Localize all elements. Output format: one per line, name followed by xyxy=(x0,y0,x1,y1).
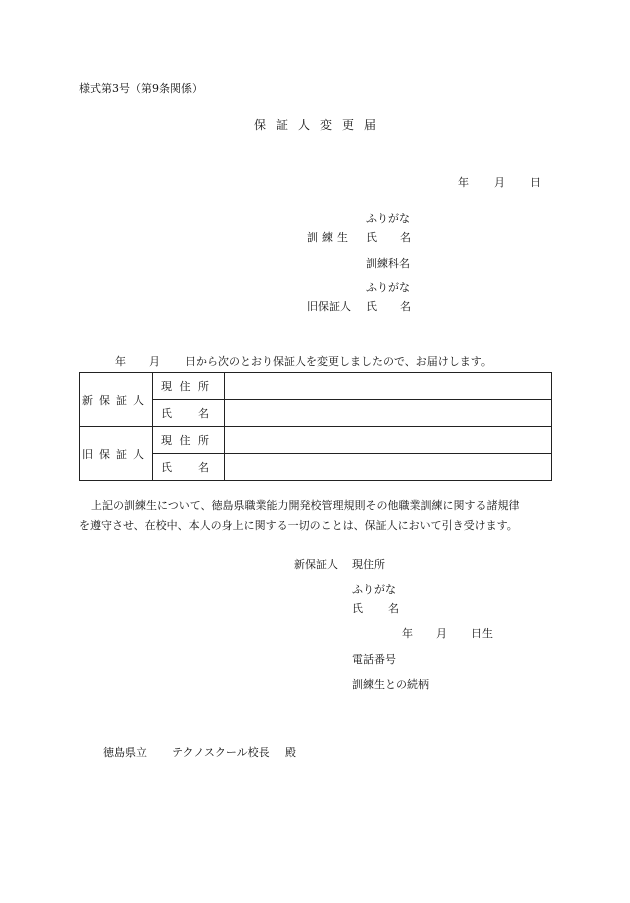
label-char: 現 xyxy=(161,434,172,447)
addressee-prefix: 徳島県立 xyxy=(103,746,147,759)
trainee-name-label-1: 氏 xyxy=(366,231,377,244)
change-month-label: 月 xyxy=(149,355,160,368)
old-guarantor-furigana-label: ふりがな xyxy=(366,281,410,294)
document-title: 保証人変更届 xyxy=(253,118,386,132)
old-guarantor-group-label: 旧保証人 xyxy=(80,427,153,481)
trainee-label: 訓練生 xyxy=(307,231,352,244)
addressee-school: テクノスクール校長 xyxy=(172,746,270,759)
birth-day-label: 日生 xyxy=(471,627,493,640)
phone-label: 電話番号 xyxy=(352,653,396,666)
date-year-label: 年 xyxy=(458,176,469,189)
row-label-name xyxy=(153,400,225,427)
label-char: 現 xyxy=(161,380,172,393)
addressee-honorific: 殿 xyxy=(285,746,296,759)
change-sentence-text: 日から次のとおり保証人を変更しましたので、お届けします。 xyxy=(185,355,492,368)
table-row xyxy=(80,427,552,454)
date-month-label: 月 xyxy=(494,176,505,189)
new-guarantor-address-label: 現住所 xyxy=(352,558,385,571)
label-char: 名 xyxy=(198,461,209,474)
birth-month-label: 月 xyxy=(436,627,447,640)
label-char: 氏 xyxy=(161,461,172,474)
pledge-line-2: を遵守させ、在校中、本人の身上に関する一切のことは、保証人において引き受けます。 xyxy=(79,519,518,532)
old-guarantor-name-label-2: 名 xyxy=(400,300,411,313)
label-char: 住 xyxy=(179,434,191,447)
new-guarantor-name-label-2: 名 xyxy=(388,602,399,615)
birth-year-label: 年 xyxy=(402,627,413,640)
row-label-name xyxy=(153,454,225,481)
label-char: 名 xyxy=(198,407,209,420)
form-number: 様式第3号（第9条関係） xyxy=(79,82,203,95)
new-guarantor-furigana-label: ふりがな xyxy=(352,583,396,596)
old-guarantor-address-field[interactable] xyxy=(225,427,552,454)
label-char: 住 xyxy=(179,380,191,393)
pledge-line-1: 上記の訓練生について、徳島県職業能力開発校管理規則その他職業訓練に関する諸規律 xyxy=(91,499,520,512)
new-guarantor-group-label: 新保証人 xyxy=(80,373,153,427)
new-guarantor-label: 新保証人 xyxy=(294,558,338,571)
row-label-address xyxy=(153,427,225,454)
guarantor-table xyxy=(79,372,552,481)
trainee-name-label-2: 名 xyxy=(400,231,411,244)
label-char: 氏 xyxy=(161,407,172,420)
new-guarantor-name-field[interactable] xyxy=(225,400,552,427)
row-label-address xyxy=(153,373,225,400)
course-name-label: 訓練科名 xyxy=(366,257,410,270)
new-guarantor-address-field[interactable] xyxy=(225,373,552,400)
change-year-label: 年 xyxy=(115,355,126,368)
table-row xyxy=(80,373,552,400)
relation-label: 訓練生との続柄 xyxy=(352,678,429,691)
old-guarantor-label: 旧保証人 xyxy=(307,300,351,313)
new-guarantor-name-label-1: 氏 xyxy=(352,602,363,615)
label-char: 所 xyxy=(198,380,209,393)
date-day-label: 日 xyxy=(530,176,541,189)
label-char: 所 xyxy=(198,434,209,447)
trainee-furigana-label: ふりがな xyxy=(366,212,410,225)
old-guarantor-name-field[interactable] xyxy=(225,454,552,481)
old-guarantor-name-label-1: 氏 xyxy=(366,300,377,313)
